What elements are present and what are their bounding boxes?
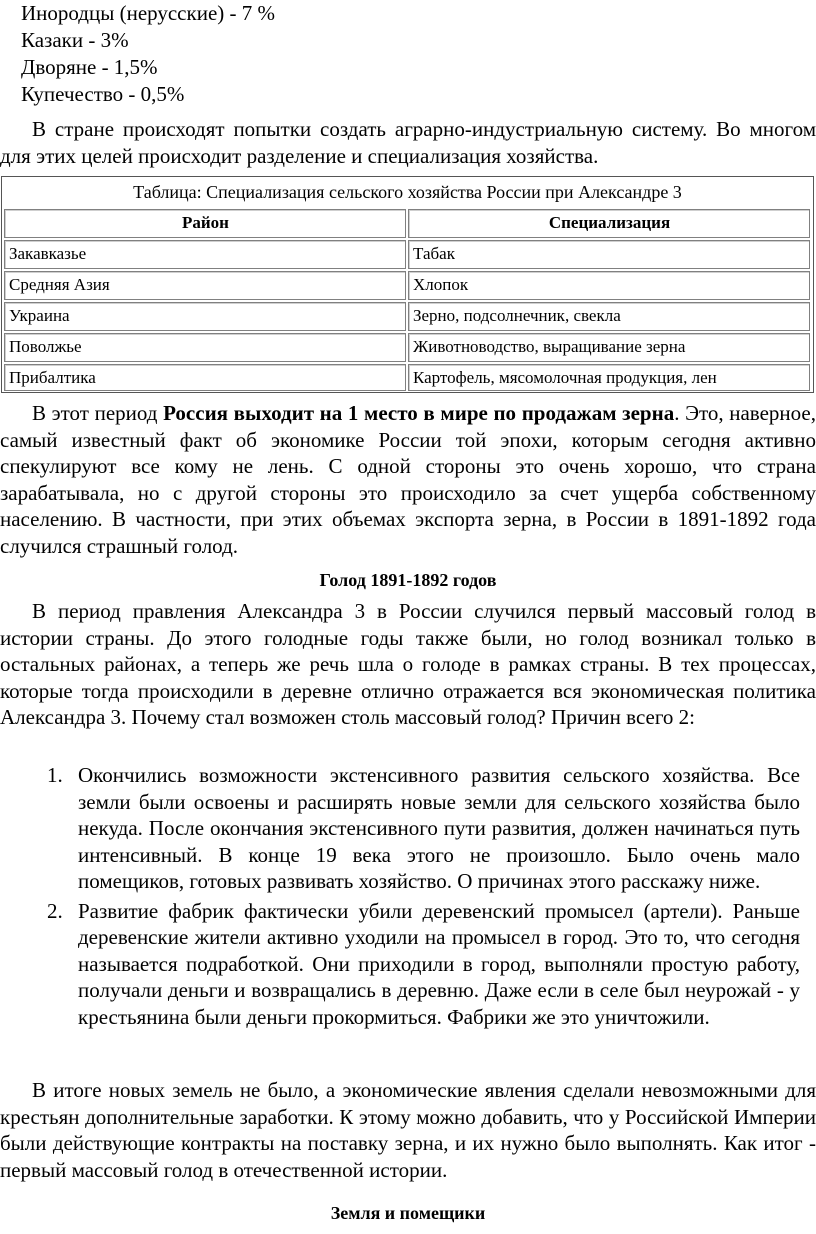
table-caption: Таблица: Специализация сельского хозяйства России при Александре 3 (133, 182, 682, 202)
table-header-specialization: Специализация (408, 209, 810, 238)
paragraph-grain-export (0, 400, 816, 559)
table-cell-region: Закавказье (4, 240, 406, 269)
specialization-table (1, 176, 814, 393)
paragraph-agrarian-system: В стране происходят попытки создать аграрно-индустриальную систему. Во многом для этих целей происходит разделение и специализация хозяйства. (0, 117, 816, 168)
table-cell-specialization: Табак (408, 240, 810, 269)
list-item-text: Окончились возможности экстенсивного развития сельского хозяйства. Все земли были освоены и расширять новые земли для сельского хозяйства было некуда. После окончания экстенсивного пути развития, должен начинаться путь интенсивный. В конце 19 века этого не произошло. Было очень мало помещиков, готовых развивать хозяйство. О причинах этого расскажу ниже. (78, 763, 800, 893)
table-cell-region: Средняя Азия (4, 271, 406, 300)
table-cell-specialization: Зерно, подсолнечник, свекла (408, 302, 810, 331)
paragraph-famine-intro: В период правления Александра 3 в России случился первый массовый голод в истории страны. До этого голодные годы также были, но голод возникал только в остальных районах, а теперь же речь шла о голоде в рамках страны. В тех процессах, которые тогда происходили в деревне отлично отражается вся экономическая политика Александра 3. Почему стал возможен столь массовый голод? Причин всего 2: (0, 599, 816, 729)
paragraph-grain-export-lead: В этот период (32, 401, 164, 425)
table-cell-region: Поволжье (4, 333, 406, 362)
list-item (47, 762, 800, 895)
paragraph-grain-export-rest: . Это, наверное, самый известный факт об экономике России той эпохи, которым сегодня активно спекулируют все кому не лень. С одной стороны это очень хорошо, что страна зарабатывала, но с другой стороны это происходило за счет ущерба собственному населению. В частности, при этих объемах экспорта зерна, в России в 1891-1892 года случился страшный голод. (0, 401, 816, 558)
list-item (47, 898, 800, 1031)
table-header-region: Район (4, 209, 406, 238)
paragraph-grain-export-bold: Россия выходит на 1 место в мире по продажам зерна (163, 401, 675, 425)
paragraph-conclusion: В итоге новых земель не было, а экономические явления сделали невозможными для крестьян дополнительные заработки. К этому можно добавить, что у Российской Империи были действующие контракты на поставку зерна, и их нужно было выполнять. Как итог - первый массовый голод в отечественной истории. (0, 1078, 816, 1182)
list-item-number: 2. (47, 898, 63, 923)
list-item-number: 1. (47, 763, 63, 787)
stat-line-inorodtsy: Инородцы (нерусские) - 7 % (21, 1, 275, 25)
table-cell-specialization: Хлопок (408, 271, 810, 300)
stat-line-kazaki: Казаки - 3% (21, 28, 129, 52)
stat-line-kupechestvo: Купечество - 0,5% (21, 82, 185, 106)
table-cell-region: Украина (4, 302, 406, 331)
section-heading-land: Земля и помещики (330, 1203, 486, 1223)
table-cell-specialization: Картофель, мясомолочная продукция, лен (408, 364, 810, 391)
population-stats-list (21, 0, 275, 108)
table-cell-specialization: Животноводство, выращивание зерна (408, 333, 810, 362)
famine-reasons-list (0, 762, 816, 1030)
table-cell-region: Прибалтика (4, 364, 406, 391)
list-item-text: Развитие фабрик фактически убили деревенский промысел (артели). Раньше деревенские жители активно уходили на промысел в город. Это то, что сегодня называется подработкой. Они приходили в город, выполняли простую работу, получали деньги и возвращались в деревню. Даже если в селе был неурожай - у крестьянина были деньги прокормиться. Фабрики же это уничтожили. (78, 898, 800, 1029)
stat-line-dvoryane: Дворяне - 1,5% (21, 55, 158, 79)
section-heading-famine: Голод 1891-1892 годов (319, 570, 497, 590)
